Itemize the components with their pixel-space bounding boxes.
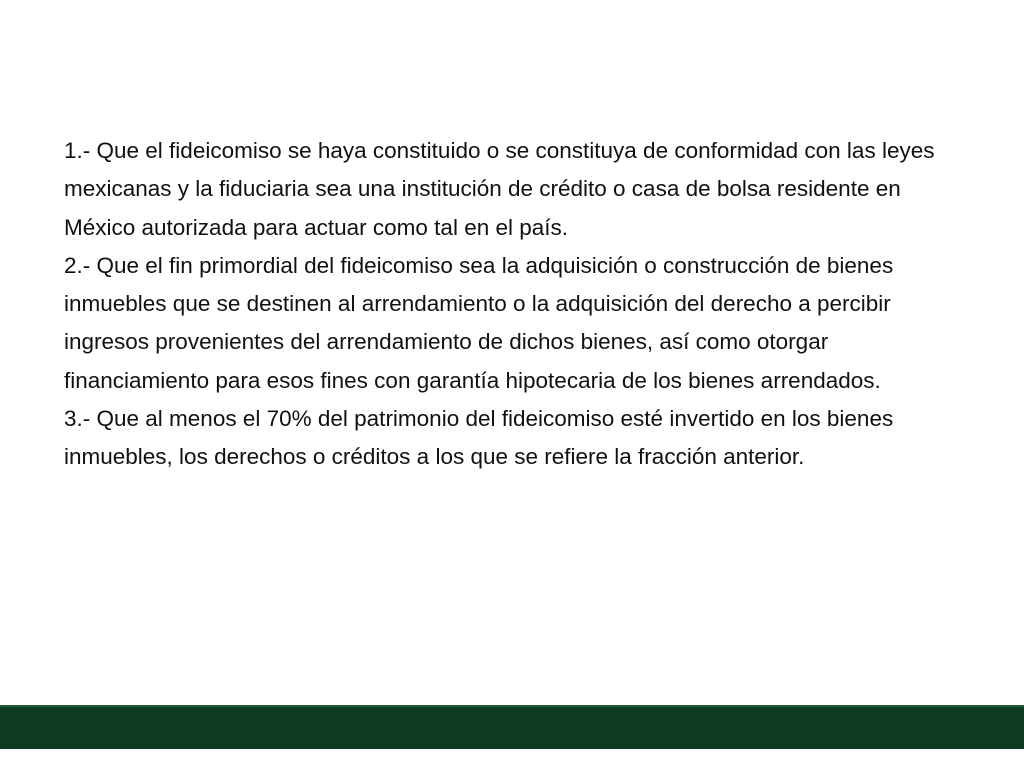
requirement-paragraph-2: 2.- Que el fin primordial del fideicomiso sea la adquisición o construcción de bienes inmuebles que se destinen al arrendamiento o la adquisición del derecho a percibir ingresos provenientes del arrendamiento de dichos bienes, así como otorgar financiamiento para esos fines con garantía hipotecaria de los bienes arrendados. <box>64 252 894 393</box>
slide-body-text <box>64 132 944 477</box>
footer-bar <box>0 705 1024 749</box>
requirement-paragraph-3: 3.- Que al menos el 70% del patrimonio del fideicomiso esté invertido en los bienes inmuebles, los derechos o créditos a los que se refiere la fracción anterior. <box>64 406 894 470</box>
requirement-paragraph-1: 1.- Que el fideicomiso se haya constituido o se constituya de conformidad con las leyes mexicanas y la fiduciaria sea una institución de crédito o casa de bolsa residente en México autorizada para actuar como tal en el país. <box>64 138 935 240</box>
